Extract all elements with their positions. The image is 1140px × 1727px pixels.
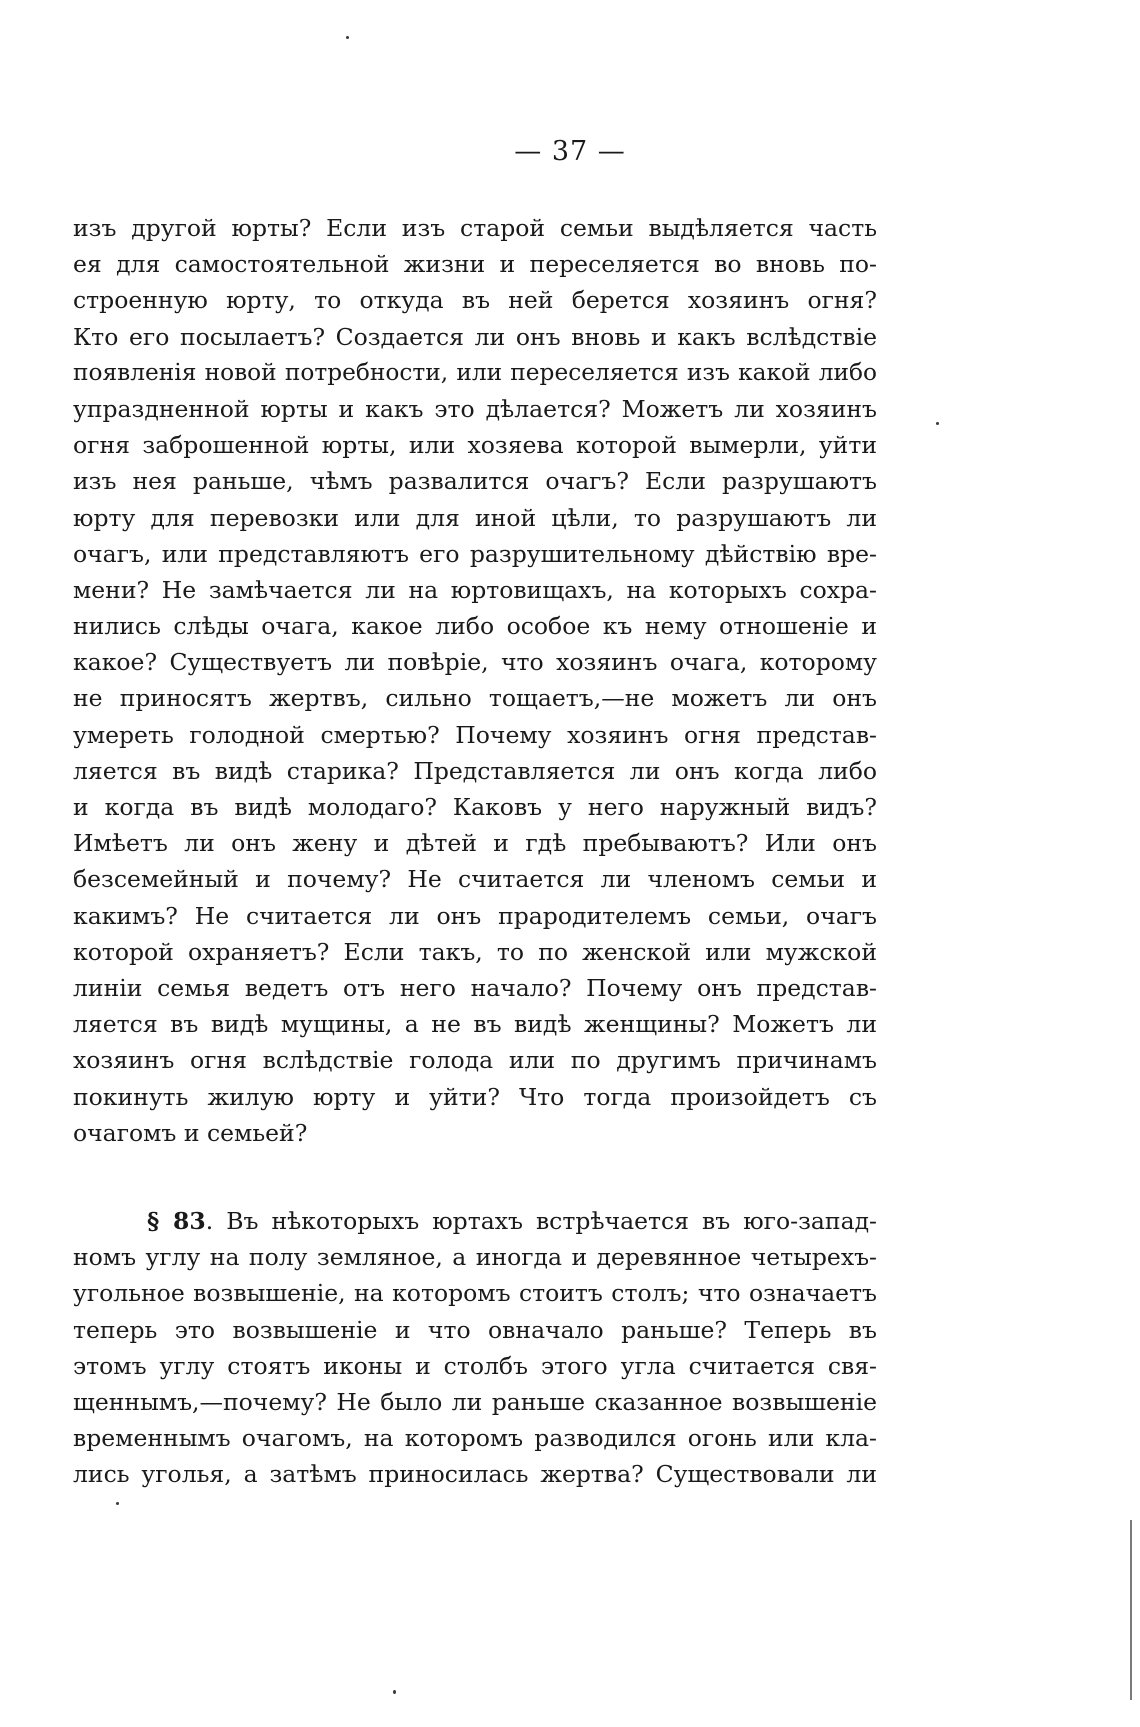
text-line: ляется въ видѣ мущины, а не въ видѣ женщины? Можетъ ли xyxy=(73,1010,877,1039)
text-line: временнымъ очагомъ, на которомъ разводился огонь или кла- xyxy=(73,1424,877,1453)
paragraph-2 xyxy=(73,1203,877,1493)
paragraph-1 xyxy=(73,210,877,1151)
text-line: упраздненной юрты и какъ это дѣлается? Можетъ ли хозяинъ xyxy=(73,394,877,423)
page-number: — 37 — xyxy=(514,136,626,167)
scan-speck xyxy=(393,1690,396,1694)
text-line: огня заброшенной юрты, или хозяева которой вымерли, уйти xyxy=(73,431,877,460)
text-line: очагъ, или представляютъ его разрушительному дѣйствію вре- xyxy=(73,539,877,568)
text-line: умереть голодной смертью? Почему хозяинъ огня представ- xyxy=(73,720,877,749)
scan-speck xyxy=(936,422,939,425)
text-line: юрту для перевозки или для иной цѣли, то разрушаютъ ли xyxy=(73,503,877,532)
text-line: строенную юрту, то откуда въ ней берется хозяинъ огня? xyxy=(73,286,877,315)
text-line: теперь это возвышеніе и что овначало раньше? Теперь въ xyxy=(73,1315,877,1344)
text-line: покинуть жилую юрту и уйти? Что тогда произойдетъ съ xyxy=(73,1082,877,1111)
text-line: безсемейный и почему? Не считается ли членомъ семьи и xyxy=(73,865,877,894)
text-line: изъ другой юрты? Если изъ старой семьи выдѣляется часть xyxy=(73,214,877,242)
scan-speck xyxy=(116,1502,119,1505)
text-line: угольное возвышеніе, на которомъ стоитъ столъ; что означаетъ xyxy=(73,1279,877,1308)
section-number: § 83 xyxy=(147,1207,206,1235)
scan-edge-line xyxy=(1130,1520,1132,1700)
text-line: какое? Существуетъ ли повѣріе, что хозяинъ очага, которому xyxy=(73,648,877,677)
text-line: ляется въ видѣ старика? Представляется ли онъ когда либо xyxy=(73,756,877,785)
text-line: Кто его посылаетъ? Создается ли онъ вновь и какъ вслѣдствіе xyxy=(73,322,877,351)
scan-speck xyxy=(346,36,349,39)
text-line: линіи семья ведетъ отъ него начало? Почему онъ представ- xyxy=(73,973,877,1002)
text-line: щеннымъ,—почему? Не было ли раньше сказанное возвышеніе xyxy=(73,1387,877,1416)
text-line: изъ нея раньше, чѣмъ развалится очагъ? Если разрушаютъ xyxy=(73,467,877,496)
text-line: мени? Не замѣчается ли на юртовищахъ, на которыхъ сохра- xyxy=(73,575,877,604)
text-line: которой охраняетъ? Если такъ, то по женской или мужской xyxy=(73,937,877,966)
text-line: номъ углу на полу земляное, а иногда и деревянное четырехъ- xyxy=(73,1243,877,1272)
text-line: хозяинъ огня вслѣдствіе голода или по другимъ причинамъ xyxy=(73,1046,877,1075)
text-line: какимъ? Не считается ли онъ прародителемъ семьи, очагъ xyxy=(73,901,877,930)
text-line: лись уголья, а затѣмъ приносилась жертва? Существовали ли xyxy=(73,1460,877,1489)
text-line: появленія новой потребности, или переселяется изъ какой либо xyxy=(73,358,877,386)
text-line: не приносятъ жертвъ, сильно тощаетъ,—не можетъ ли онъ xyxy=(73,684,877,713)
text-line: ея для самостоятельной жизни и переселяется во вновь по- xyxy=(73,250,877,279)
text-fragment: . Въ нѣкоторыхъ юртахъ встрѣчается въ юго-запад- xyxy=(205,1207,877,1235)
text-line: Имѣетъ ли онъ жену и дѣтей и гдѣ пребываютъ? Или онъ xyxy=(73,829,877,858)
text-line: и когда въ видѣ молодаго? Каковъ у него наружный видъ? xyxy=(73,793,877,821)
text-line: этомъ углу стоятъ иконы и столбъ этого угла считается свя- xyxy=(73,1351,877,1380)
text-line: очагомъ и семьей? xyxy=(73,1118,308,1147)
text-line: нились слѣды очага, какое либо особое къ нему отношеніе и xyxy=(73,612,877,641)
section-heading-line xyxy=(73,1203,877,1239)
